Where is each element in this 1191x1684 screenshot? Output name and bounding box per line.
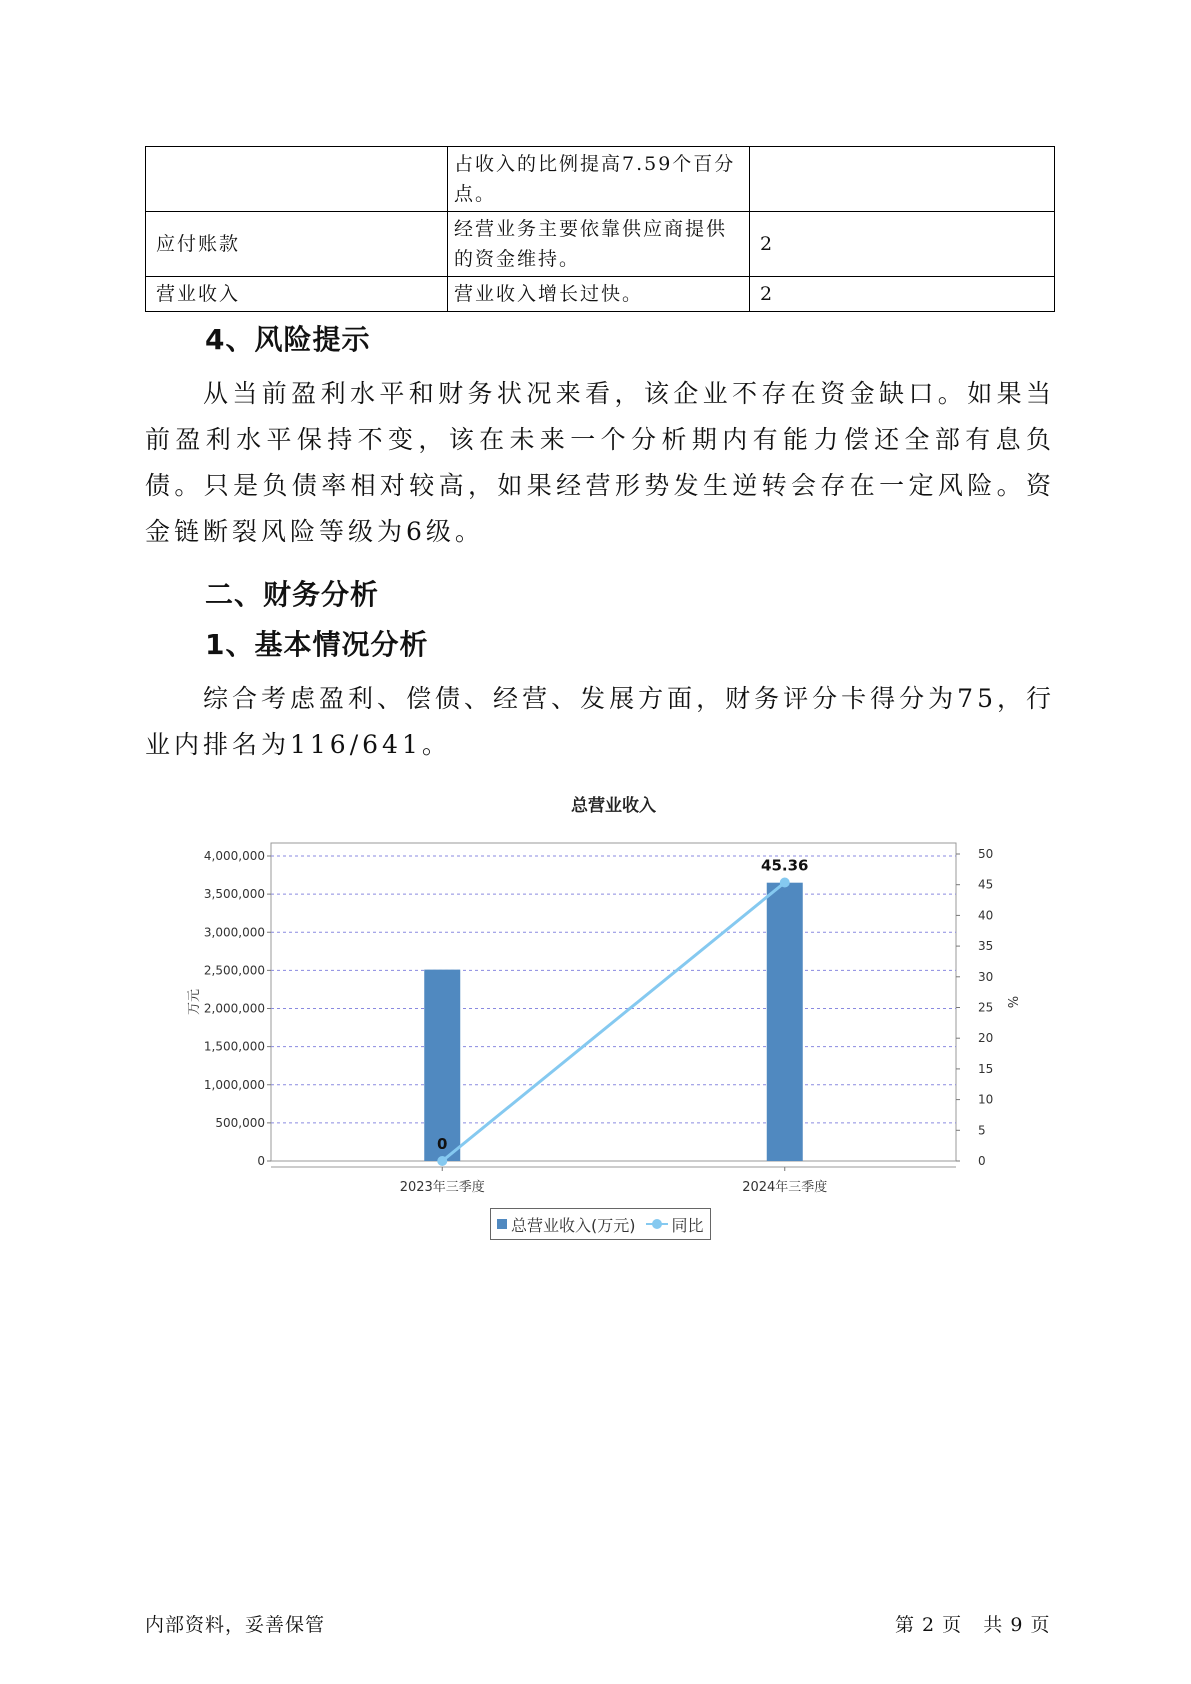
plot-area xyxy=(271,843,956,1161)
y-tick-label: 1,500,000 xyxy=(203,1039,265,1054)
yoy-data-label: 45.36 xyxy=(761,856,809,875)
table-row xyxy=(146,147,1055,212)
bar-2 xyxy=(767,883,803,1161)
revenue-chart-svg xyxy=(150,788,1040,1208)
table-cell-item: 营业收入 xyxy=(146,277,448,312)
risk-paragraph: 从当前盈利水平和财务状况来看，该企业不存在资金缺口。如果当前盈利水平保持不变，该在未来一个分析期内有能力偿还全部有息负债。只是负债率相对较高，如果经营形势发生逆转会存在一定风险。资金链断裂风险等级为6级。 xyxy=(145,379,1055,546)
yoy-point-2 xyxy=(780,877,790,887)
risk-table-body xyxy=(146,147,1055,312)
y2-tick-label: 5 xyxy=(978,1123,986,1138)
table-cell-reason: 营业收入增长过快。 xyxy=(448,277,750,312)
table-cell-item: 应付账款 xyxy=(146,212,448,277)
y-tick-label: 3,500,000 xyxy=(203,887,265,902)
risk-table xyxy=(145,146,1055,312)
y2-tick-label: 30 xyxy=(978,969,994,984)
basic-heading: 1、基本情况分析 xyxy=(205,628,429,661)
legend-bar-swatch xyxy=(497,1219,507,1229)
footer-page-number: 第 2 页 共 9 页 xyxy=(895,1614,1051,1636)
y2-tick-label: 25 xyxy=(978,1000,994,1015)
legend-item-bar xyxy=(497,1213,636,1236)
table-cell-reason: 占收入的比例提高7.59个百分点。 xyxy=(448,147,750,212)
bar-1 xyxy=(424,970,460,1161)
y-tick-label: 2,500,000 xyxy=(203,963,265,978)
legend-item-line xyxy=(646,1213,704,1236)
table-cell-item xyxy=(146,147,448,212)
table-cell-reason: 经营业务主要依靠供应商提供的资金维持。 xyxy=(448,212,750,277)
table-row xyxy=(146,212,1055,277)
basic-paragraph: 综合考虑盈利、偿债、经营、发展方面，财务评分卡得分为75，行业内排名为116/641。 xyxy=(145,684,1055,759)
yoy-data-label: 0 xyxy=(437,1135,448,1153)
y2-tick-label: 0 xyxy=(978,1154,986,1168)
y-tick-label: 500,000 xyxy=(215,1115,265,1130)
y-tick-label: 4,000,000 xyxy=(203,849,265,863)
x-tick-label: 2023年三季度 xyxy=(399,1180,485,1195)
chart-title: 总营业收入 xyxy=(571,796,656,816)
legend-bar-label: 总营业收入(万元) xyxy=(511,1215,636,1235)
y-axis-label: 万元 xyxy=(187,988,202,1016)
y-tick-label: 2,000,000 xyxy=(203,1001,265,1016)
table-cell-level: 2 xyxy=(750,212,1055,277)
y2-tick-label: 40 xyxy=(978,908,994,923)
legend-line-label: 同比 xyxy=(671,1215,704,1235)
y2-tick-label: 15 xyxy=(978,1061,994,1076)
y-tick-label: 0 xyxy=(257,1154,265,1168)
chart-legend xyxy=(490,1208,711,1240)
legend-line-swatch xyxy=(646,1219,668,1229)
y2-tick-label: 10 xyxy=(978,1092,994,1107)
x-tick-label: 2024年三季度 xyxy=(742,1180,828,1195)
y-tick-label: 3,000,000 xyxy=(203,925,265,940)
y2-tick-label: 45 xyxy=(978,877,994,892)
y2-tick-label: 35 xyxy=(978,939,994,954)
table-cell-level: 2 xyxy=(750,277,1055,312)
y2-tick-label: 20 xyxy=(978,1031,994,1046)
analysis-heading: 二、财务分析 xyxy=(205,578,380,611)
y2-axis-label: % xyxy=(1004,995,1019,1009)
yoy-point-1 xyxy=(437,1156,447,1166)
table-cell-level xyxy=(750,147,1055,212)
y-tick-label: 1,000,000 xyxy=(203,1077,265,1092)
table-row xyxy=(146,277,1055,312)
footer-left: 内部资料，妥善保管 xyxy=(145,1614,326,1636)
risk-heading: 4、风险提示 xyxy=(205,323,371,356)
revenue-chart xyxy=(150,788,1040,1248)
y2-tick-label: 50 xyxy=(978,847,994,861)
